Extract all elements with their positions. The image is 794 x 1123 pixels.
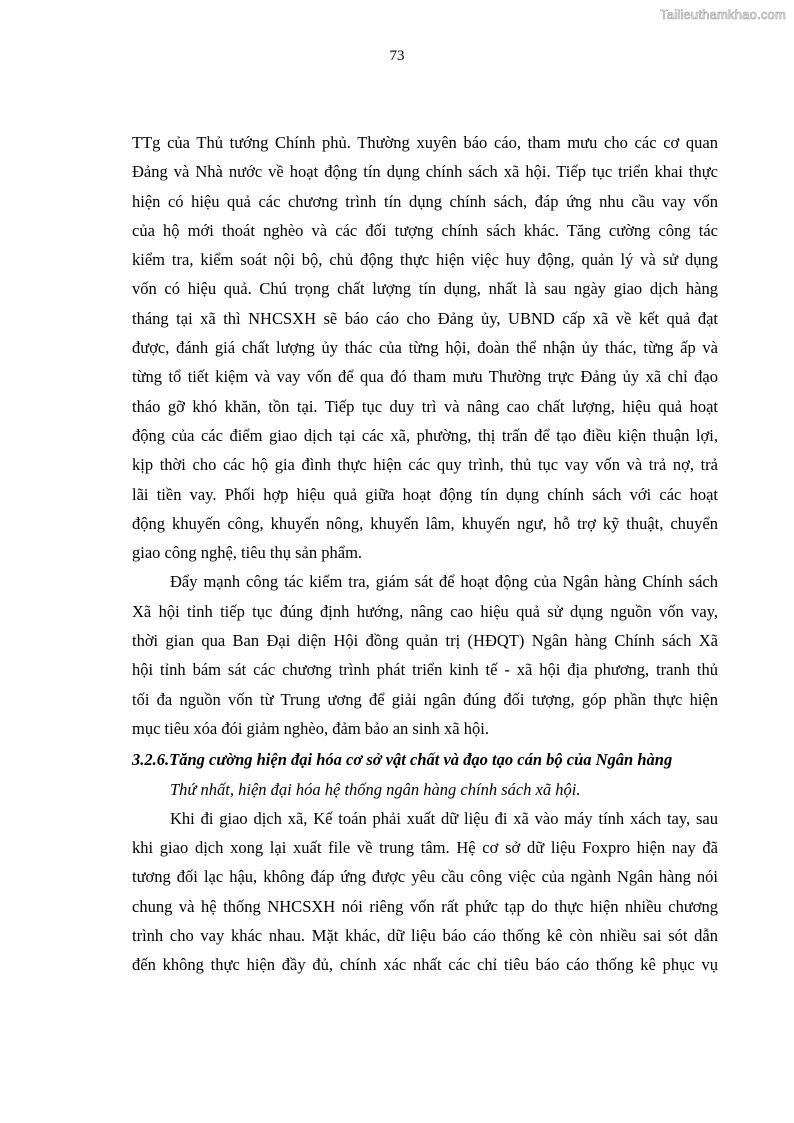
text-line: tháng tại xã thì NHCSXH sẽ báo cáo cho Đảng ủy, UBND cấp xã về kết quả đạt — [132, 308, 718, 328]
paragraph-1 — [132, 128, 718, 567]
text-line: Đẩy mạnh công tác kiểm tra, giám sát để hoạt động của Ngân hàng Chính sách — [170, 572, 718, 592]
text-line: vốn có hiệu quả. Chú trọng chất lượng tín dụng, nhất là sau ngày giao dịch hàng — [132, 279, 718, 299]
text-line: từng tổ tiết kiệm và vay vốn để qua đó tham mưu Thường trực Đảng ủy xã chỉ đạo — [132, 367, 718, 387]
text-line: tối đa nguồn vốn từ Trung ương để giải ngân đúng đối tượng, góp phần thực hiện — [132, 689, 718, 709]
text-line: của hộ mới thoát nghèo và các đối tượng chính sách khác. Tăng cường công tác — [132, 220, 718, 240]
text-line: lãi tiền vay. Phối hợp hiệu quả giữa hoạt động tín dụng chính sách với các hoạt — [132, 484, 718, 504]
text-line: chung và hệ thống NHCSXH nói riêng vốn rất phức tạp do thực hiện nhiều chương — [132, 896, 718, 916]
text-line: tháo gỡ khó khăn, tồn tại. Tiếp tục duy trì và nâng cao chất lượng, hiệu quả hoạt — [132, 396, 718, 416]
text-line: Xã hội tỉnh tiếp tục đúng định hướng, nâng cao hiệu quả sử dụng nguồn vốn vay, — [132, 601, 718, 621]
text-line: trình cho vay khác nhau. Mặt khác, dữ liệu báo cáo thống kê còn nhiều sai sót dẫn — [132, 926, 718, 946]
text-line: Đảng và Nhà nước về hoạt động tín dụng chính sách xã hội. Tiếp tục triển khai thực — [132, 162, 718, 182]
text-line: động khuyến công, khuyến nông, khuyến lâm, khuyến ngư, hỗ trợ kỹ thuật, chuyển — [132, 513, 718, 533]
text-line: tương đối lạc hậu, không đáp ứng được yêu cầu công việc của ngành Ngân hàng nói — [132, 867, 718, 887]
text-line: được, đánh giá chất lượng ủy thác của từng hội, đoàn thể nhận ủy thác, từng ấp và — [132, 338, 718, 358]
text-line: khi giao dịch xong lại xuất file về trung tâm. Hệ cơ sở dữ liệu Foxpro hiện nay đã — [132, 838, 718, 858]
paragraph-2 — [132, 567, 718, 743]
text-line: thời gian qua Ban Đại diện Hội đồng quản trị (HĐQT) Ngân hàng Chính sách Xã — [132, 631, 718, 651]
section-heading: 3.2.6.Tăng cường hiện đại hóa cơ sở vật chất và đạo tạo cán bộ của Ngân hàng — [132, 750, 673, 770]
text-line: Khi đi giao dịch xã, Kế toán phải xuất dữ liệu đi xã vào máy tính xách tay, sau — [170, 808, 718, 828]
text-line: hội tỉnh bám sát các chương trình phát triển kinh tế - xã hội địa phương, tranh thủ — [132, 660, 718, 680]
text-line: hiện có hiệu quả các chương trình tín dụng chính sách, đáp ứng nhu cầu vay vốn — [132, 191, 718, 211]
document-body — [132, 128, 718, 980]
page-number: 73 — [389, 48, 405, 64]
paragraph-3 — [132, 804, 718, 980]
text-line: đến không thực hiện đầy đủ, chính xác nhất các chỉ tiêu báo cáo thống kê phục vụ — [132, 955, 718, 975]
subheading: Thứ nhất, hiện đại hóa hệ thống ngân hàng chính sách xã hội. — [170, 779, 581, 799]
text-line: kịp thời cho các hộ gia đình thực hiện các quy trình, thủ tục vay vốn và trả nợ, trả — [132, 455, 718, 475]
text-line: động của các điểm giao dịch tại các xã, phường, thị trấn để tạo điều kiện thuận lợi, — [132, 425, 718, 445]
text-line: TTg của Thủ tướng Chính phủ. Thường xuyên báo cáo, tham mưu cho các cơ quan — [132, 133, 718, 152]
watermark: Tailieuthamkhao.com — [660, 7, 786, 22]
text-line: kiểm tra, kiểm soát nội bộ, chủ động thực hiện việc huy động, quản lý và sử dụng — [132, 250, 718, 270]
text-line: giao công nghệ, tiêu thụ sản phẩm. — [132, 543, 363, 563]
text-line: mục tiêu xóa đói giảm nghèo, đảm bảo an sinh xã hội. — [132, 718, 489, 738]
